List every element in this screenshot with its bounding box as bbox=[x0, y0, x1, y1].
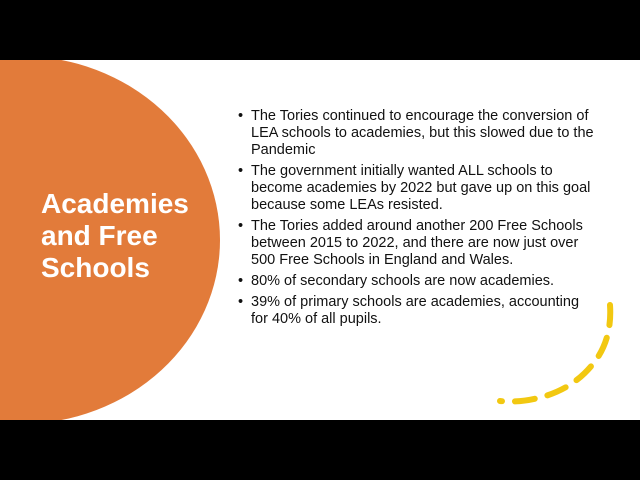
slide-title: Academies and Free Schools bbox=[41, 188, 189, 283]
bullet-text: The Tories added around another 200 Free Schools between 2015 to 2022, and there are now just over 500 Free Schools in England and Wales. bbox=[251, 218, 583, 268]
bullet-marker: • bbox=[238, 273, 244, 289]
bullet-text: The Tories continued to encourage the conversion of LEA schools to academies, but this slowed due to the Pandemic bbox=[251, 108, 594, 158]
bullet-item bbox=[238, 218, 598, 269]
bullet-text: 39% of primary schools are academies, accounting for 40% of all pupils. bbox=[251, 294, 580, 327]
bullet-text: The government initially wanted ALL schools to become academies by 2022 but gave up on this goal because some LEAs resisted. bbox=[251, 163, 591, 213]
bullet-marker: • bbox=[238, 108, 244, 124]
bullet-item bbox=[238, 163, 598, 214]
dashed-arc-decoration-icon bbox=[490, 295, 630, 415]
bullet-item bbox=[238, 108, 598, 159]
bullet-marker: • bbox=[238, 218, 244, 234]
bullet-marker: • bbox=[238, 163, 244, 179]
letterbox-bottom bbox=[0, 420, 640, 480]
bullet-text: 80% of secondary schools are now academies. bbox=[251, 273, 555, 289]
bullet-marker: • bbox=[238, 294, 244, 310]
presentation-slide bbox=[0, 60, 640, 420]
letterbox-top bbox=[0, 0, 640, 60]
bullet-item bbox=[238, 273, 598, 290]
